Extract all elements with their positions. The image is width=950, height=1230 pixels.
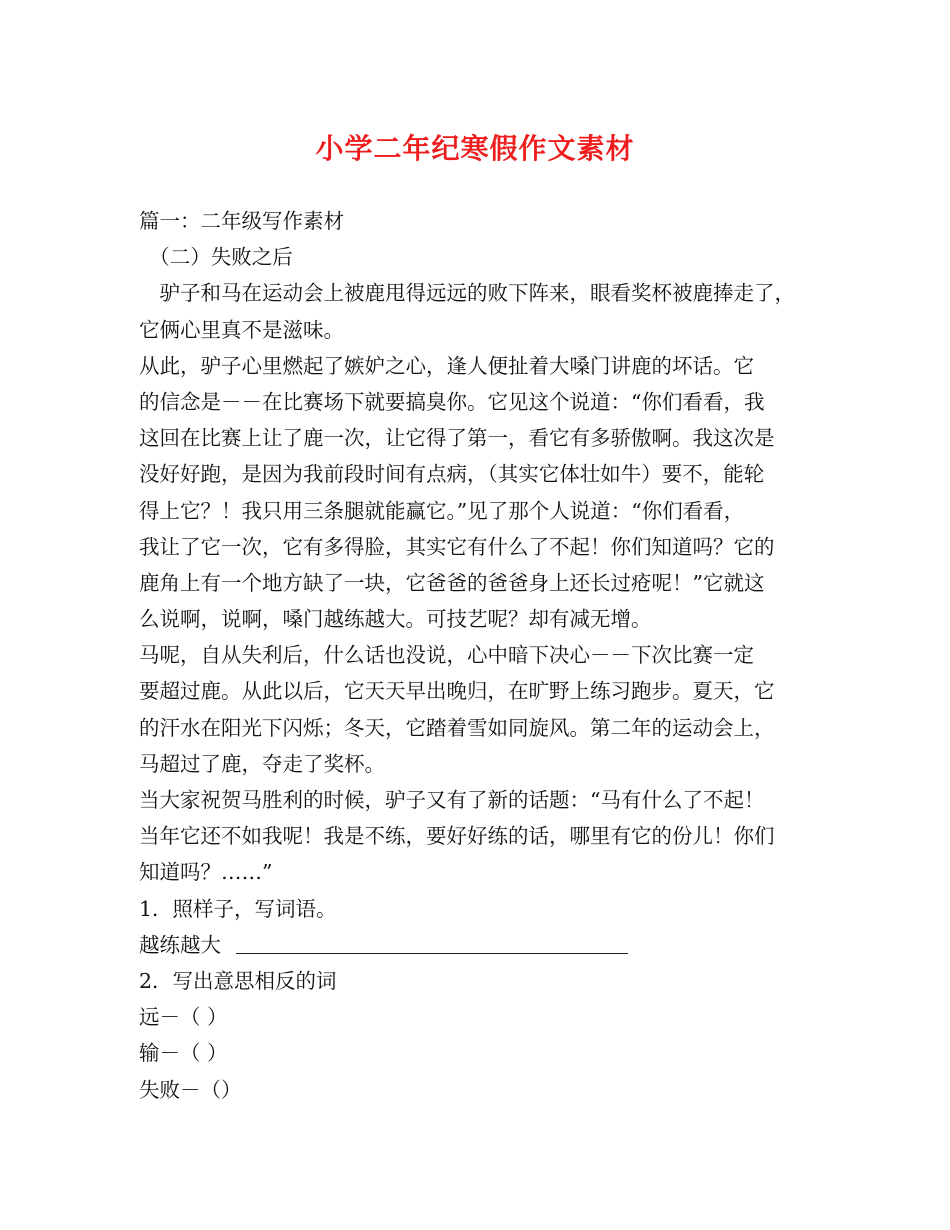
- text-line: 的汗水在阳光下闪烁；冬天，它踏着雪如同旋风。第二年的运动会上，: [139, 715, 775, 740]
- document-title: 小学二年纪寒假作文素材: [315, 132, 635, 165]
- answer-blank: [236, 927, 628, 954]
- text-line: 知道吗？……”: [139, 860, 273, 885]
- text-line: 篇一：二年级写作素材: [139, 209, 344, 233]
- document-body: [139, 203, 829, 1108]
- text-line: 马超过了鹿，夺走了奖杯。: [139, 751, 385, 776]
- text-line: 得上它？！我只用三条腿就能赢它。”见了那个人说道：“你们看看，: [139, 498, 745, 523]
- exercise-line: [139, 927, 829, 963]
- text-line: 没好好跑，是因为我前段时间有点病，（其实它体壮如牛）要不，能轮: [139, 462, 765, 487]
- text-line: 么说啊，说啊，嗓门越练越大。可技艺呢？却有减无增。: [139, 607, 652, 632]
- text-line: 当大家祝贺马胜利的时候，驴子又有了新的话题：“马有什么了不起！: [139, 788, 765, 812]
- text-line: 远－（ ）: [139, 1005, 228, 1030]
- text-line: 当年它还不如我呢！我是不练，要好好练的话，哪里有它的份儿！你们: [139, 824, 775, 849]
- text-line: 失败－（）: [139, 1077, 242, 1102]
- text-line: 2．写出意思相反的词: [139, 968, 337, 993]
- text-line: 马呢，自从失利后，什么话也没说，心中暗下决心－－下次比赛一定: [139, 643, 754, 668]
- text-line: 我让了它一次，它有多得脸，其实它有什么了不起！你们知道吗？它的: [139, 534, 775, 559]
- text-line: 这回在比赛上让了鹿一次，让它得了第一，看它有多骄傲啊。我这次是: [139, 426, 775, 451]
- text-line: 1．照样子，写词语。: [139, 896, 337, 921]
- text-line: 驴子和马在运动会上被鹿甩得远远的败下阵来，眼看奖杯被鹿捧走了，: [139, 281, 795, 306]
- text-line: 从此，驴子心里燃起了嫉妒之心，逢人便扯着大嗓门讲鹿的坏话。它: [139, 353, 754, 378]
- text-line: 它俩心里真不是滋味。: [139, 317, 344, 342]
- text-line: 鹿角上有一个地方缺了一块，它爸爸的爸爸身上还长过疮呢！”它就这: [139, 570, 765, 595]
- text-line: （二）失败之后: [139, 245, 293, 270]
- text-line: 的信念是－－在比赛场下就要搞臭你。它见这个说道：“你们看看，我: [139, 389, 765, 414]
- text-line: 输－（ ）: [139, 1041, 228, 1066]
- exercise-word: 越练越大: [139, 932, 221, 957]
- text-line: 要超过鹿。从此以后，它天天早出晚归，在旷野上练习跑步。夏天，它: [139, 679, 775, 704]
